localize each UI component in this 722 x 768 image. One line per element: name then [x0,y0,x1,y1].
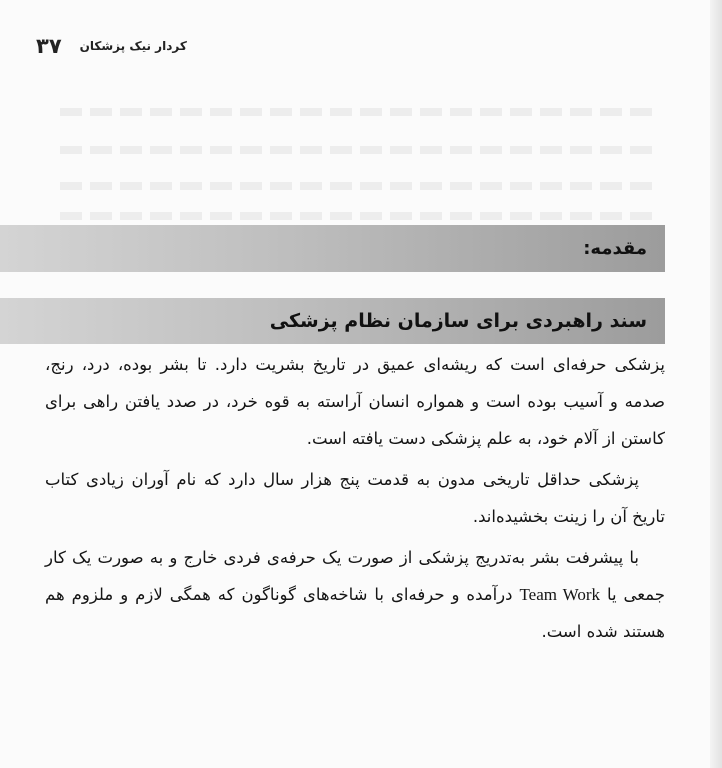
paragraph-3 [45,539,665,650]
paragraph-3-start: با پیشرفت بشر به‌تدریج پزشکی از صورت یک حرفه‌ی فردی خارج و به صورت یک کار جمعی یا [45,548,665,604]
bleed-through-line [55,146,652,154]
book-title: کردار نیک پزشکان [79,39,187,53]
paragraph-2: پزشکی حداقل تاریخی مدون به قدمت پنج هزار سال دارد که نام آوران زیادی کتاب تاریخ آن را زینت بخشیده‌اند. [45,470,665,526]
bleed-through-line [55,182,652,190]
team-work-term: Team Work [519,585,600,604]
page-number: ۳۷ [36,34,62,58]
paragraph-3-end: درآمده و حرفه‌ای با شاخه‌های گوناگون که همگی لازم و ملزوم هم هستند شده است. [45,585,665,641]
bleed-through-line [55,212,652,220]
intro-heading: مقدمه: [583,238,647,259]
intro-heading-bar [0,225,665,272]
running-head [36,34,216,58]
paragraph-1: پزشکی حرفه‌ای است که ریشه‌ای عمیق در تاریخ بشریت دارد. تا بشر بوده، درد، رنج، صدمه و آسیب بوده است و همواره انسان آراسته به قوه خرد، در صدد یافتن راهی برای کاستن از آلام خود، به علم پزشکی دست یافته است. [45,355,665,448]
section-heading-bar [0,298,665,344]
page-edge-shadow [710,0,722,768]
section-heading: سند راهبردی برای سازمان نظام پزشکی [269,310,647,332]
bleed-through-line [55,108,652,116]
body-text [45,346,665,650]
